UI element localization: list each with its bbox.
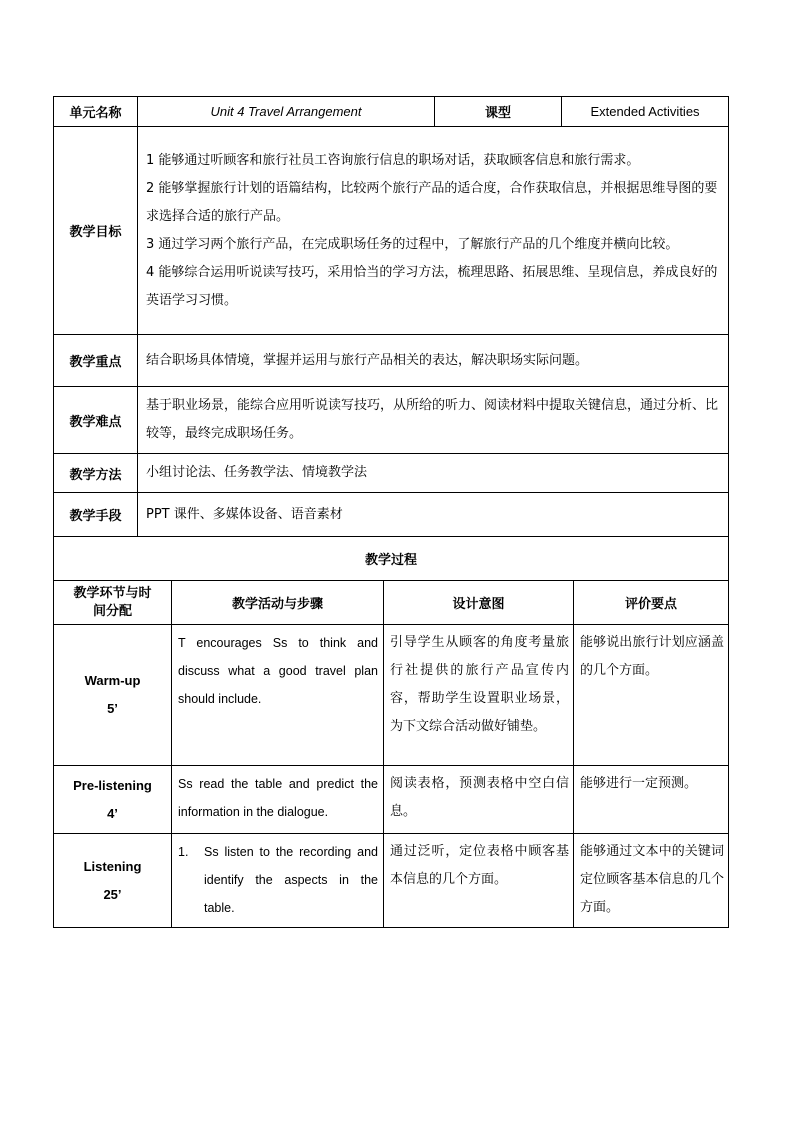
key-points-label: 教学重点 [54,335,138,387]
intent-cell: 通过泛听，定位表格中顾客基本信息的几个方面。 [384,834,574,928]
methods-label: 教学方法 [54,454,138,493]
teaching-process-table [53,536,729,928]
process-row-listening [54,834,729,928]
process-row-warm-up [54,625,729,766]
stage-time: 5’ [107,701,118,716]
evaluation-cell: 能够进行一定预测。 [574,766,729,834]
process-row-pre-listening [54,766,729,834]
methods-row [54,454,729,493]
objective-item: 2 能够掌握旅行计划的语篇结构，比较两个旅行产品的适合度，合作获取信息，并根据思维导图的要求选择合适的旅行产品。 [146,180,718,224]
stage-cell [54,625,172,766]
stage-time: 4’ [107,805,118,821]
unit-value: Unit 4 Travel Arrangement [138,97,435,127]
col-activity-header: 教学活动与步骤 [172,581,384,625]
process-title-row [54,537,729,581]
col-intent-header: 设计意图 [384,581,574,625]
stage-cell [54,766,172,834]
stage-cell [54,834,172,928]
list-number: 1. [178,845,189,859]
intent-cell: 引导学生从顾客的角度考量旅行社提供的旅行产品宣传内容，帮助学生设置职业场景，为下文综合活动做好铺垫。 [384,625,574,766]
stage-name: Listening [83,858,142,874]
unit-label: 单元名称 [54,97,138,127]
objectives-content [138,127,729,335]
header-row [54,97,729,127]
key-points-row [54,335,729,387]
activity-list-item [178,838,378,922]
evaluation-cell: 能够说出旅行计划应涵盖的几个方面。 [574,625,729,766]
stage-time: 25’ [103,886,122,902]
col-stage-header: 教学环节与时间分配 [54,581,172,625]
stage-name: Warm-up [84,673,141,688]
process-header-row [54,581,729,625]
process-title: 教学过程 [54,537,729,581]
objectives-label: 教学目标 [54,127,138,335]
difficulties-value: 基于职业场景，能综合应用听说读写技巧，从所给的听力、阅读材料中提取关键信息，通过分析、比较等，最终完成职场任务。 [138,387,729,454]
lesson-info-table [53,96,729,537]
difficulties-label: 教学难点 [54,387,138,454]
stage-name: Pre-listening [73,777,152,793]
objective-item: 3 通过学习两个旅行产品，在完成职场任务的过程中，了解旅行产品的几个维度并横向比较。 [146,236,679,252]
means-label: 教学手段 [54,493,138,537]
difficulties-row [54,387,729,454]
activity-cell: T encourages Ss to think and discuss what a good travel plan should include. [172,625,384,766]
key-points-value: 结合职场具体情境，掌握并运用与旅行产品相关的表达，解决职场实际问题。 [138,335,729,387]
list-text: Ss listen to the recording and identify the aspects in the table. [204,845,378,915]
methods-value: 小组讨论法、任务教学法、情境教学法 [138,454,729,493]
means-row [54,493,729,537]
col-evaluation-header: 评价要点 [574,581,729,625]
objective-item: 4 能够综合运用听说读写技巧，采用恰当的学习方法，梳理思路、拓展思维、呈现信息，养成良好的英语学习习惯。 [146,264,718,308]
objectives-row [54,127,729,335]
activity-cell [172,834,384,928]
evaluation-cell: 能够通过文本中的关键词定位顾客基本信息的几个方面。 [574,834,729,928]
intent-cell: 阅读表格，预测表格中空白信息。 [384,766,574,834]
objective-item: 1 能够通过听顾客和旅行社员工咨询旅行信息的职场对话，获取顾客信息和旅行需求。 [146,152,640,168]
means-value: PPT 课件、多媒体设备、语音素材 [138,493,729,537]
activity-cell: Ss read the table and predict the information in the dialogue. [172,766,384,834]
type-value: Extended Activities [562,97,729,127]
type-label: 课型 [435,97,562,127]
